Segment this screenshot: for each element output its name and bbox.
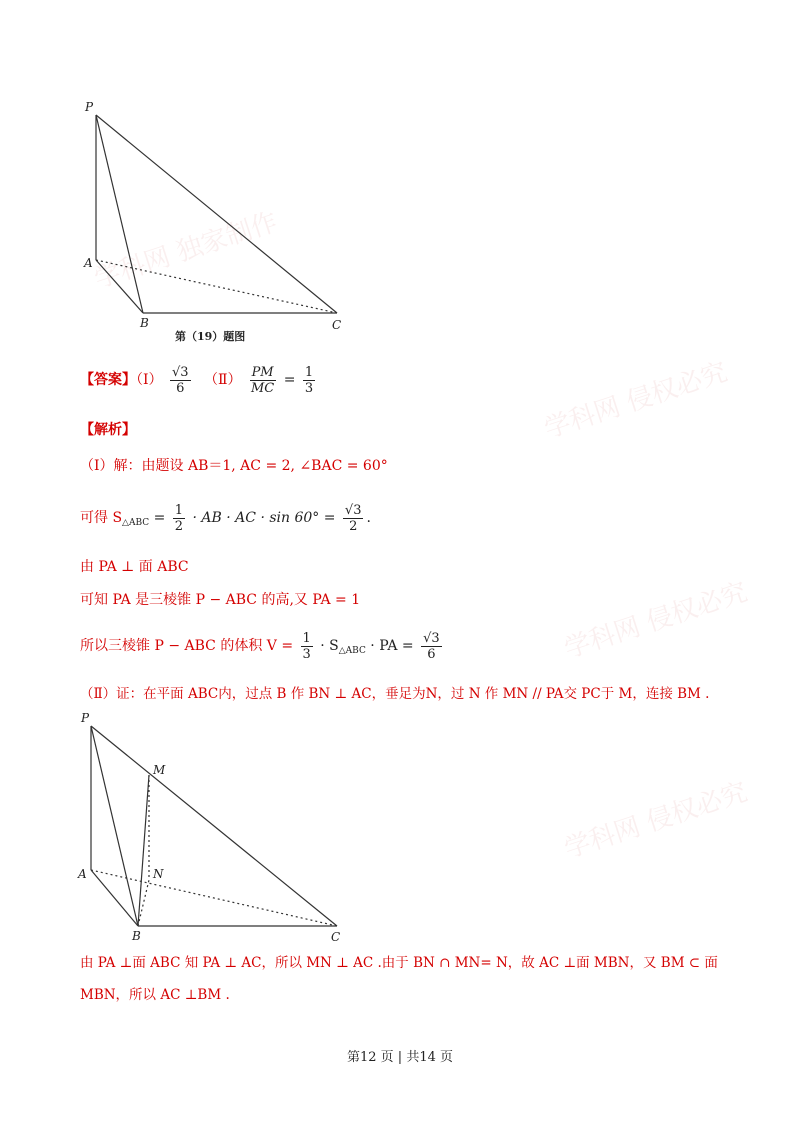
label-C: C [332,318,342,332]
fraction-numerator: 1 [174,502,184,518]
text: 所以三棱锥 P − ABC 的体积 V = [80,638,294,654]
fraction-denominator: MC [250,380,275,396]
label-B: B [140,316,149,330]
watermark: 学科网 侵权必究 [560,777,752,865]
fraction-denominator: 2 [349,518,358,534]
label-A: A [84,256,93,270]
part2-line3: MBN，所以 AC ⊥BM . [80,987,230,1003]
answer-part1-label: （Ⅰ） [136,372,163,388]
watermark: 学科网 侵权必究 [560,577,752,665]
fraction-numerator: √3 [344,502,362,518]
fraction-denominator: 3 [302,646,311,662]
part2-line2: 由 PA ⊥面 ABC 知 PA ⊥ AC，所以 MN ⊥ AC .由于 BN ∩ MN= N，故 AC ⊥面 MBN，又 BM ⊂ 面 [80,955,718,971]
label-B: B [132,929,141,943]
part1-line2 [80,500,371,541]
label-N: N [153,867,164,881]
part1-line5 [80,626,445,671]
fraction-half [173,503,185,534]
part1-line4: 可知 PA 是三棱锥 P − ABC 的高,又 PA = 1 [80,592,361,608]
answer-part2-fraction [249,365,276,396]
fraction-numerator: √3 [171,364,189,380]
label-A: A [78,867,87,881]
answer-tag: 【答案】 [80,372,136,388]
answer-part2-label: （Ⅱ） [204,372,242,388]
fraction-numerator: 1 [304,364,314,380]
label-M: M [153,763,166,777]
part1-line3: 由 PA ⊥ 面 ABC [80,559,189,575]
answer-line [80,362,318,398]
label-P: P [85,100,94,114]
figure-tetrahedron-2 [75,708,365,948]
watermark: 学科网 独家制作 [90,207,282,295]
subscript: △ABC [122,518,150,528]
fraction-denominator: 3 [304,380,314,396]
fraction-numerator: 1 [302,630,311,646]
equals-sign: = [283,372,296,388]
fraction-numerator: PM [251,364,274,380]
fraction-denominator: 6 [427,646,436,662]
fraction-result [343,503,364,534]
text: 可得 S [80,510,123,526]
part2-line1: （Ⅱ）证：在平面 ABC内，过点 B 作 BN ⊥ AC，垂足为N，过 N 作 MN // PA交 PC于 M，连接 BM . [80,686,710,702]
fraction-numerator: √3 [423,630,440,646]
text: . [366,510,371,526]
text: · S [320,638,339,654]
label-C: C [331,930,341,944]
part1-line1: （Ⅰ）解：由题设 AB＝1, AC = 2, ∠BAC = 60° [80,458,388,474]
fraction-denominator: 6 [176,380,185,396]
fraction-result [421,631,442,662]
analysis-tag: 【解析】 [80,422,136,438]
subscript: △ABC [338,646,366,656]
answer-part2-value [303,365,315,396]
equals-sign: = [149,510,170,526]
page-footer: 第12 页 | 共14 页 [347,1050,453,1065]
figure-caption: 第（19）题图 [175,330,246,343]
text: · AB · AC · sin 60° = [192,510,336,526]
label-P: P [81,711,90,725]
answer-part1-fraction [170,365,191,396]
watermark: 学科网 侵权必究 [540,357,732,445]
figure-tetrahedron-1 [80,95,360,345]
fraction-denominator: 2 [174,518,184,534]
text: · PA = [365,638,414,654]
fraction-third [301,631,313,662]
